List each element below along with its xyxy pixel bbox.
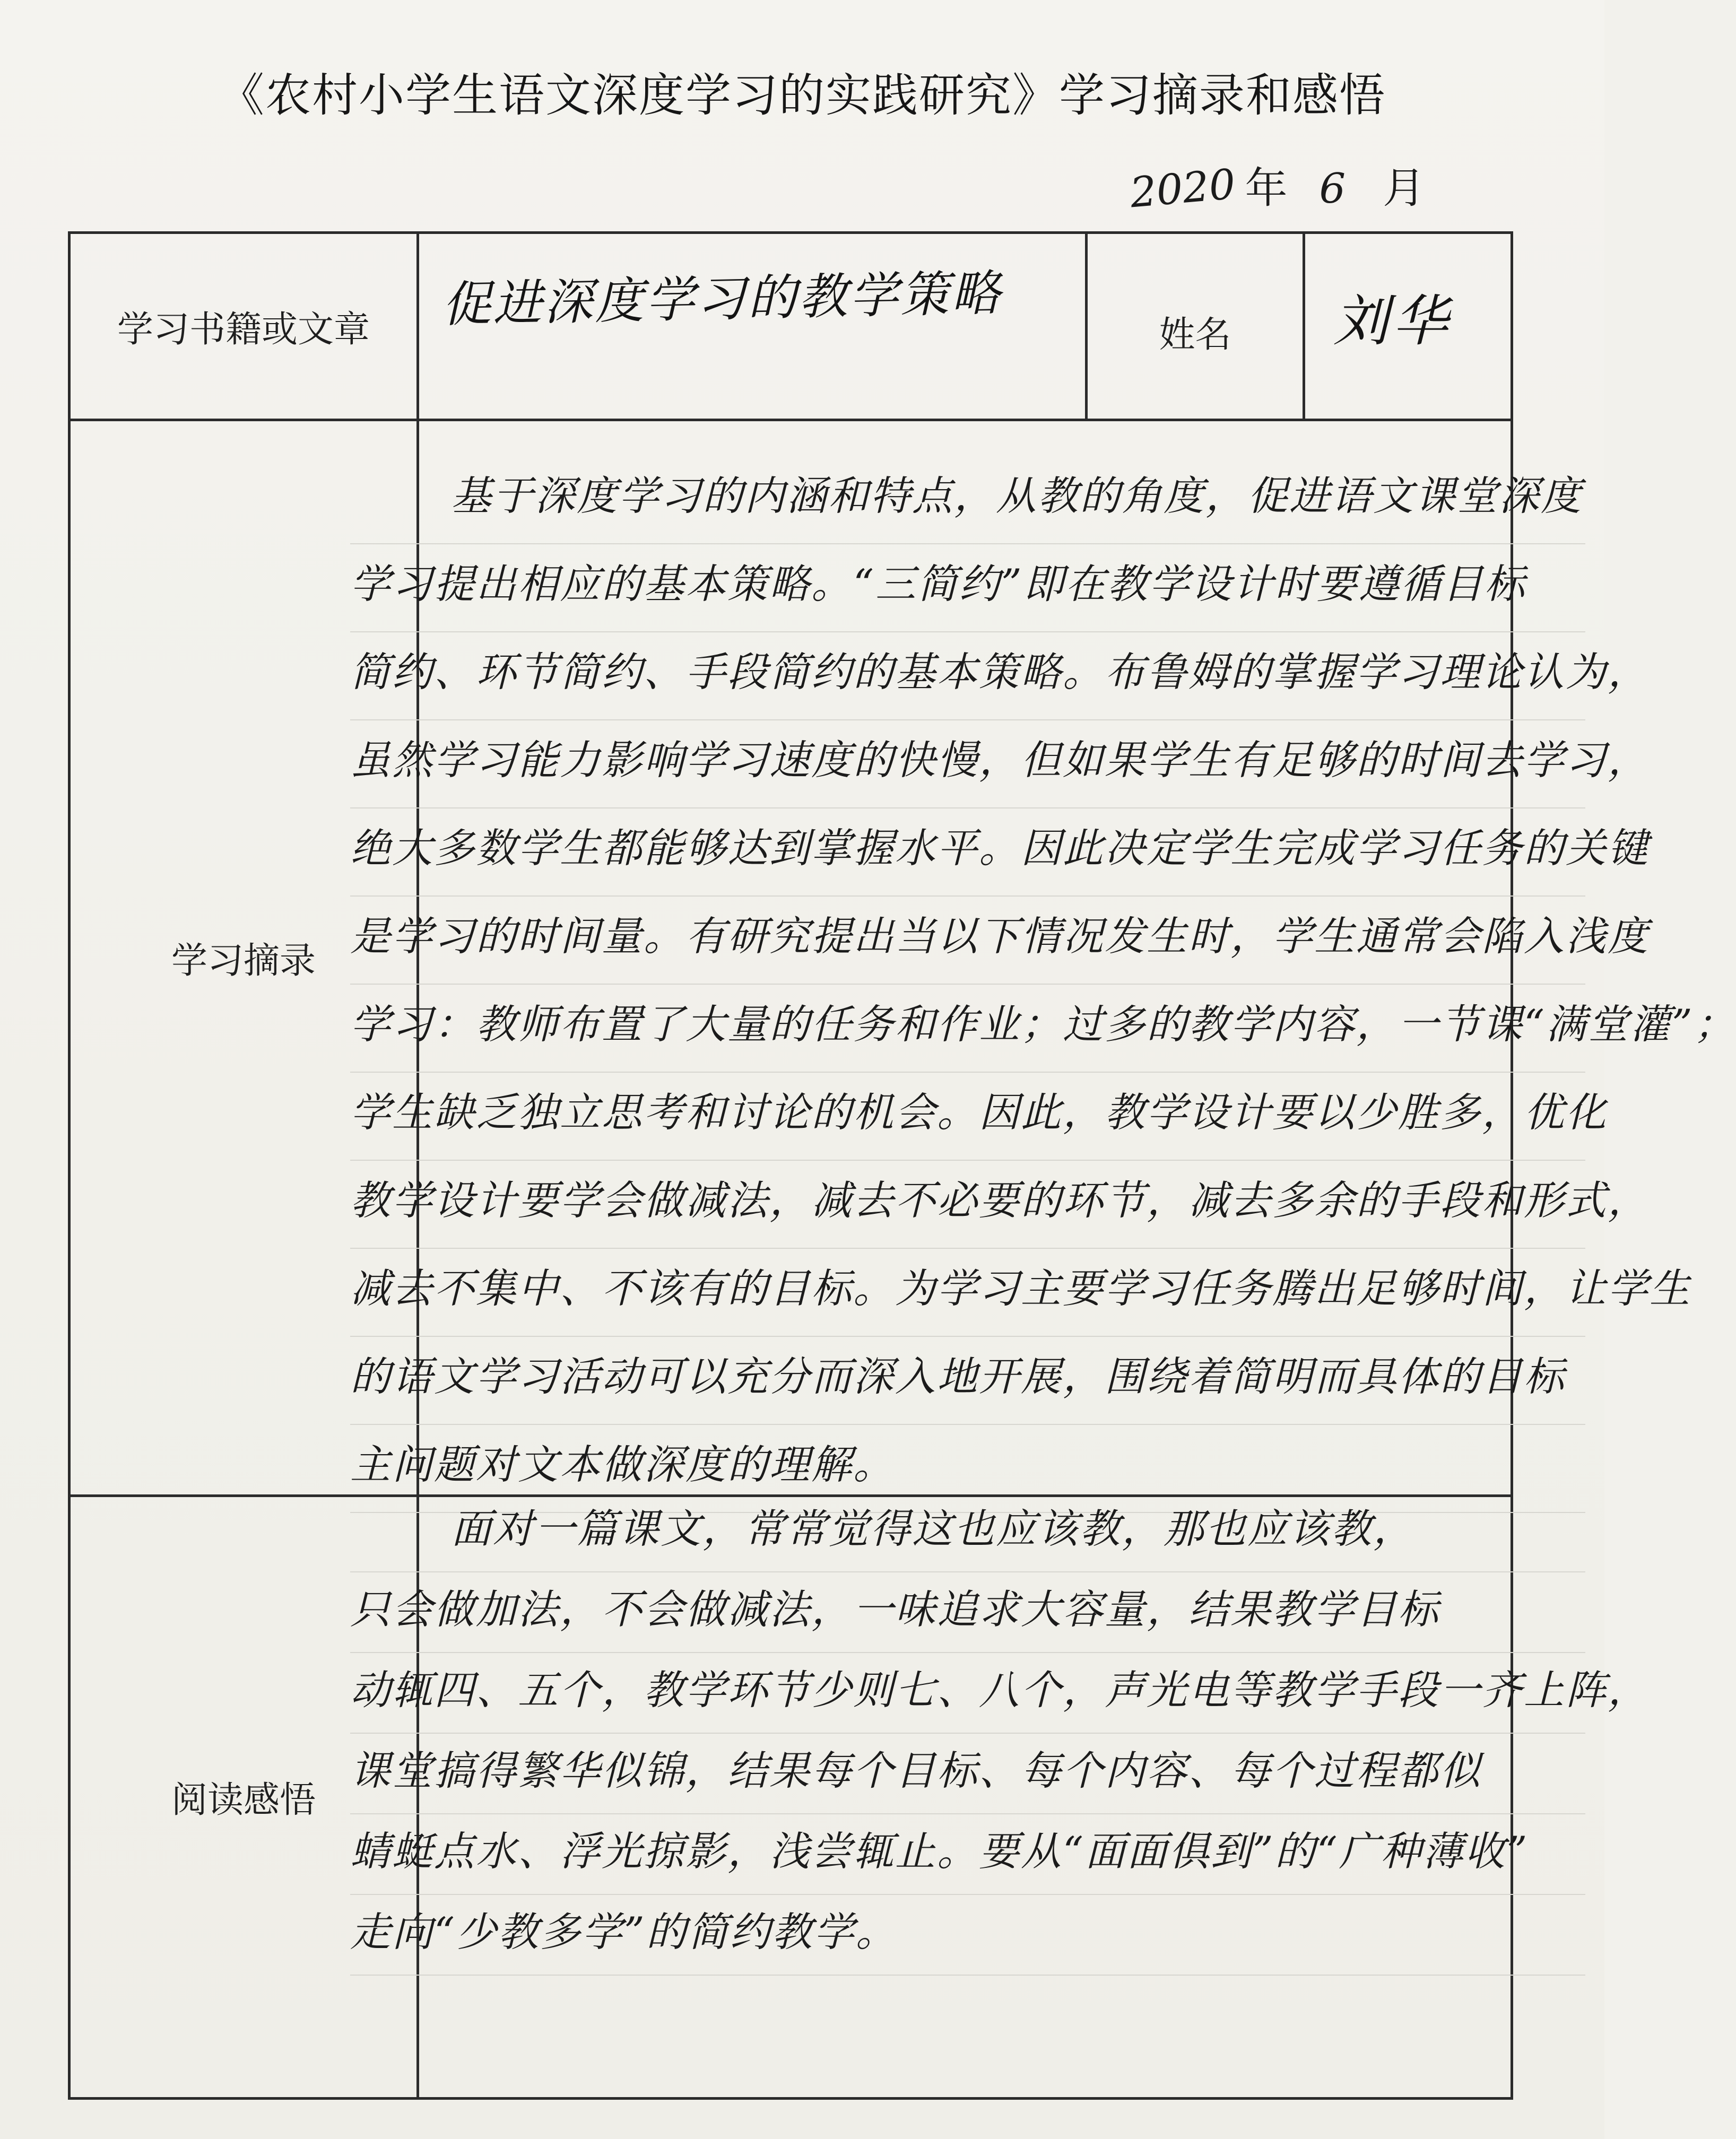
- excerpt-line: 绝大多数学生都能够达到掌握水平。因此决定学生完成学习任务的关键: [350, 808, 1585, 897]
- excerpt-line: 基于深度学习的内涵和特点，从教的角度，促进语文课堂深度: [350, 456, 1585, 544]
- excerpt-line: 简约、环节简约、手段简约的基本策略。布鲁姆的掌握学习理论认为，: [350, 632, 1585, 720]
- date-line: [1128, 154, 1426, 218]
- reflection-line: 只会做加法，不会做减法，一味追求大容量，结果教学目标: [350, 1572, 1585, 1653]
- excerpt-line: 是学习的时间量。有研究提出当以下情况发生时，学生通常会陷入浅度: [350, 897, 1585, 985]
- reflection-line: 蜻蜓点水、浮光掠影，浅尝辄止。要从“面面俱到”的“广种薄收”: [350, 1814, 1585, 1895]
- excerpt-line: 学习：教师布置了大量的任务和作业；过多的教学内容，一节课“满堂灌”；: [350, 985, 1585, 1073]
- excerpt-line: 虽然学习能力影响学习速度的快慢，但如果学生有足够的时间去学习，: [350, 720, 1585, 808]
- reflection-line: 面对一篇课文，常常觉得这也应该教，那也应该教，: [350, 1492, 1585, 1572]
- book-title-value: 促进深度学习的教学策略: [441, 264, 1003, 333]
- date-year-unit: 年: [1245, 163, 1288, 213]
- name-label: 姓名: [1159, 314, 1231, 356]
- date-year: 2020: [1128, 160, 1238, 218]
- reflection-line: 课堂搞得繁华似锦，结果每个目标、每个内容、每个过程都似: [350, 1734, 1585, 1814]
- reflection-text: [350, 1492, 1650, 1976]
- excerpt-line: 学生缺乏独立思考和讨论的机会。因此，教学设计要以少胜多，优化: [350, 1073, 1585, 1161]
- excerpt-label: 学习摘录: [171, 940, 316, 982]
- excerpt-text: [350, 456, 1736, 1513]
- excerpt-line: 的语文学习活动可以充分而深入地开展，围绕着简明而具体的目标: [350, 1337, 1585, 1425]
- reflection-label: 阅读感悟: [171, 1779, 316, 1821]
- column-divider-name-right: [1303, 234, 1305, 421]
- date-month-unit: 月: [1383, 163, 1426, 213]
- excerpt-line: 教学设计要学会做减法，减去不必要的环节，减去多余的手段和形式，: [350, 1161, 1585, 1249]
- reflection-line: 动辄四、五个，教学环节少则七、八个，声光电等教学手段一齐上阵，: [350, 1653, 1585, 1734]
- excerpt-line: 减去不集中、不该有的目标。为学习主要学习任务腾出足够时间，让学生: [350, 1249, 1585, 1337]
- excerpt-line: 主问题对文本做深度的理解。: [350, 1425, 1585, 1513]
- reflection-line: 走向“少教多学”的简约教学。: [350, 1895, 1585, 1976]
- name-value: 刘华: [1333, 289, 1453, 353]
- date-month: 6: [1319, 165, 1346, 213]
- page-title: 《农村小学生语文深度学习的实践研究》学习摘录和感悟: [219, 69, 1386, 122]
- excerpt-line: 学习提出相应的基本策略。“三简约”即在教学设计时要遵循目标: [350, 544, 1585, 632]
- book-label: 学习书籍或文章: [117, 308, 370, 351]
